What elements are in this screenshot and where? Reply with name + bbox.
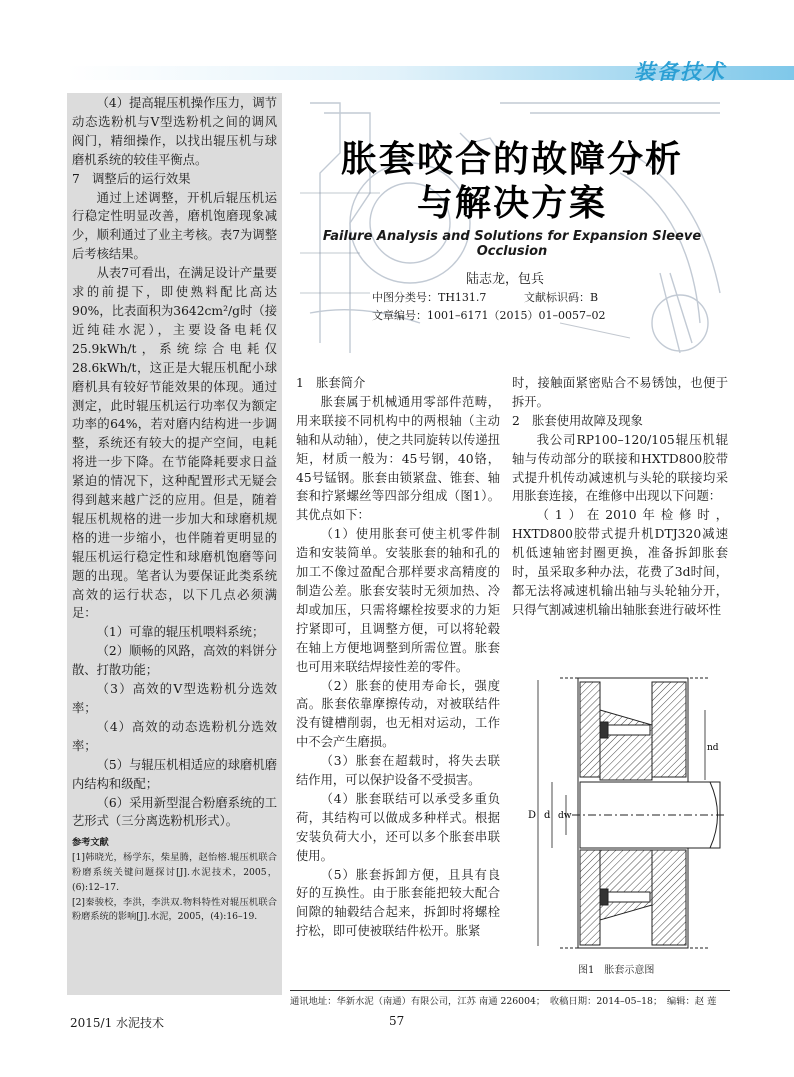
paragraph: （4）高效的动态选粉机分选效率； xyxy=(72,719,277,753)
left-column-text xyxy=(72,94,277,925)
dimension-label-d: d xyxy=(544,810,551,821)
reference-item: [1]韩晓光，杨学东，柴星腾，赵怡榕.辊压机联合粉磨系统关键问题探讨[J].水泥技术，2005，(6):12–17. xyxy=(72,852,277,893)
paragraph: 从表7可看出，在满足设计产量要求的前提下，即使熟料配比高达90%，比表面积为3642cm²/g时（接近纯硅水泥），主要设备电耗仅25.9kWh/t，系统综合电耗仅28.6kWh/t，这正是大辊压机配小球磨机具有较好节能效果的体现。通过测定，此时辊压机运行功率仅为额定功率的64%，若对磨内结构进一步调整，系统还有较大的提产空间，电耗将进一步下降。在节能降耗要求日益紧迫的情况下，这种配置形式无疑会得到越来越广泛的应用。但是，随着辊压机规格的进一步加大和球磨机规格的进一步缩小，也伴随着更明显的辊压机运行稳定性和球磨机饱磨等问题的出现。笔者认为要保证此类系统高效的运行状态，以下几点必须满足： xyxy=(72,266,277,621)
paragraph: 1 胀套简介 xyxy=(296,376,366,390)
paragraph: 7 调整后的运行效果 xyxy=(72,171,191,186)
figure-caption: 图1 胀套示意图 xyxy=(578,965,655,976)
paragraph: （2）胀套的使用寿命长，强度高。胀套依靠摩擦传动，对被联结件没有键槽削弱，也无相对运动，工作中不会产生磨损。 xyxy=(296,678,500,750)
document-code: 文献标识码：B xyxy=(524,291,599,304)
paragraph: 时，接触面紧密贴合不易锈蚀，也便于拆开。 xyxy=(512,376,728,409)
journal-issue: 2015/1 水泥技术 xyxy=(70,1016,165,1030)
footer-address: 通讯地址：华新水泥（南通）有限公司，江苏 南通 226004； 收稿日期：2014–05–18； 编辑：赵 莲 xyxy=(290,996,717,1007)
references-title: 参考文献 xyxy=(72,837,109,849)
paragraph: 我公司RP100–120/105辊压机辊轴与传动部分的联接和HXTD800胶带式提升机传动减速机与头轮的联接均采用胀套连接，在维修中出现以下问题： xyxy=(512,432,728,504)
dimension-label-D: D xyxy=(528,810,537,821)
article-title-line2: 与解决方案 xyxy=(416,183,607,224)
paragraph: （1）可靠的辊压机喂料系统； xyxy=(96,625,265,640)
footer-rule xyxy=(290,990,730,991)
paragraph: （3）胀套在超载时，将失去联结作用，可以保护设备不受损害。 xyxy=(296,754,500,788)
article-title-english: Failure Analysis and Solutions for Expansion Sleeve Occlusion xyxy=(322,229,702,259)
middle-column-text xyxy=(296,374,500,941)
paragraph: （6）采用新型混合粉磨系统的工艺形式（三分离选粉机形式）。 xyxy=(72,795,277,829)
article-title-line1: 胀套咬合的故障分析 xyxy=(340,139,683,180)
article-number: 文章编号：1001–6171（2015）01–0057–02 xyxy=(372,309,606,322)
paragraph: 2 胀套使用故障及现象 xyxy=(512,413,643,428)
reference-item: [2]秦骏校，李洪，李洪双.物料特性对辊压机联合粉磨系统的影响[J].水泥，2005，(4):16–19. xyxy=(72,896,277,923)
authors: 陆志龙，包兵 xyxy=(466,272,545,287)
page-number: 57 xyxy=(389,1014,405,1028)
paragraph: （4）提高辊压机操作压力，调节动态选粉机与V型选粉机之间的调风阀门，精细操作，以找出辊压机与球磨机系统的较佳平衡点。 xyxy=(72,96,277,167)
paragraph: 通过上述调整，开机后辊压机运行稳定性明显改善，磨机饱磨现象减少，顺利通过了业主考核。表7为调整后考核结果。 xyxy=(72,190,277,262)
section-label: 装备技术 xyxy=(634,60,726,84)
right-column-text xyxy=(512,374,728,620)
references xyxy=(72,836,277,925)
paragraph: （5）与辊压机相适应的球磨机磨内结构和级配； xyxy=(72,757,277,791)
paragraph: （2）顺畅的风路，高效的料饼分散、打散功能； xyxy=(72,644,277,678)
paragraph: （4）胀套联结可以承受多重负荷，其结构可以做成多种样式。根据安装负荷大小，还可以多个胀套串联使用。 xyxy=(296,791,500,863)
paragraph: （5）胀套拆卸方便，且具有良好的互换性。由于胀套能把较大配合间隙的轴毂结合起来，拆卸时将螺栓拧松，即可使被联结件松开。胀紧 xyxy=(296,867,500,939)
dimension-label-dw: dw xyxy=(558,811,572,821)
expansion-sleeve-diagram xyxy=(520,670,725,960)
paragraph: （3）高效的V型选粉机分选效率； xyxy=(72,682,277,715)
paragraph: （1）使用胀套可使主机零件制造和安装简单。安装胀套的轴和孔的加工不像过盈配合那样要求高精度的制造公差。胀套安装时无须加热、冷却或加压，只需将螺栓按要求的力矩拧紧即可，且调整方便，可以将轮毂在轴上方便地调整到所需位置。胀套也可用来联结焊接性差的零件。 xyxy=(296,527,500,674)
paragraph: （1）在2010年检修时，HXTD800胶带式提升机DTJ320减速机低速轴密封圈更换，准备拆卸胀套时，虽采取多种办法，花费了3d时间，都无法将减速机输出轴与头轮轴分开，只得气割减速机输出轴胀套进行破坏性 xyxy=(512,508,728,617)
classification-number: 中图分类号：TH131.7 xyxy=(372,291,487,304)
paragraph: 胀套属于机械通用零部件范畴，用来联接不同机构中的两根轴（主动轴和从动轴），使之共同旋转以传递扭矩，材质一般为：45号钢，40铬，45号锰钢。胀套由锁紧盘、锥套、轴套和拧紧螺丝等四部分组成（图1）。其优点如下： xyxy=(296,394,500,523)
dimension-label-nd: nd xyxy=(707,743,719,753)
article-title xyxy=(300,138,724,226)
